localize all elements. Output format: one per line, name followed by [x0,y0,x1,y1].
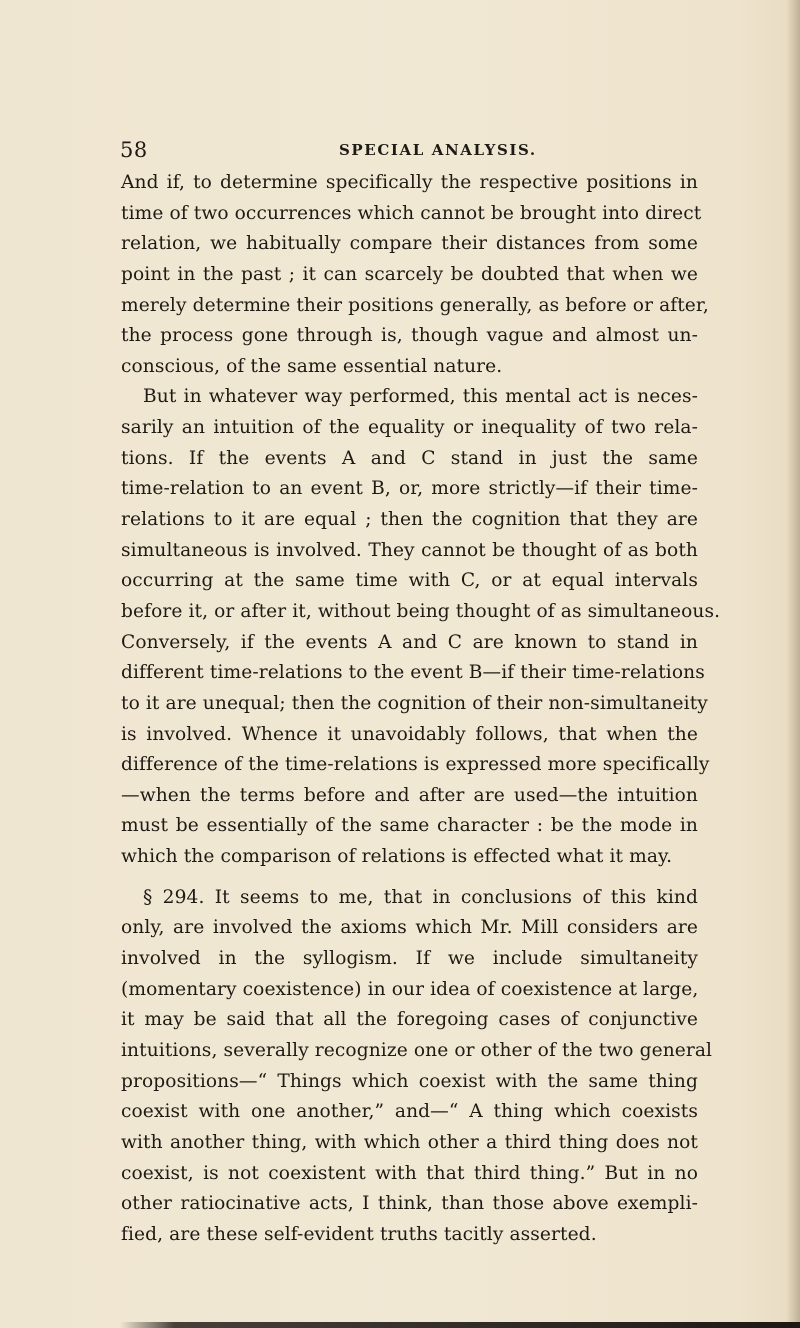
paragraph-gap [121,873,698,883]
text-line: point in the past ; it can scarcely be doubted that when we [121,263,698,285]
running-head: SPECIAL ANALYSIS. [339,141,537,159]
text-line: occurring at the same time with C, or at equal intervals [121,570,698,592]
text-line: coexist, is not coexistent with that third thing.” But in no [121,1162,698,1184]
text-line: other ratiocinative acts, I think, than those above exempli- [121,1193,698,1215]
text-line: And if, to determine specifically the respective positions in [121,172,698,193]
paragraph [121,382,721,872]
text-line: sarily an intuition of the equality or inequality of two rela- [121,417,698,439]
page-edge-shadow [786,0,800,1328]
text-line: to it are unequal; then the cognition of their non-simultaneity [121,692,708,714]
text-line: relation, we habitually compare their distances from some [121,233,698,255]
text-line: is involved. Whence it unavoidably follows, that when the [121,723,698,745]
text-line: Conversely, if the events A and C are known to stand in [121,631,698,653]
page-bottom-edge [120,1322,800,1328]
text-line: fied, are these self-evident truths tacitly asserted. [121,1223,597,1245]
page-number: 58 [120,138,148,162]
text-line: relations to it are equal ; then the cognition that they are [121,509,698,531]
text-line: involved in the syllogism. If we include simultaneity [121,948,698,970]
text-line: § 294. It seems to me, that in conclusions of this kind [143,886,698,908]
text-line: must be essentially of the same character : be the mode in [121,815,698,837]
text-line: time-relation to an event B, or, more strictly—if their time- [121,478,698,500]
text-line: But in whatever way performed, this mental act is neces- [143,386,698,408]
text-line: before it, or after it, without being thought of as simultaneous. [121,600,721,622]
text-line: it may be said that all the foregoing cases of conjunctive [121,1009,698,1031]
body-text [121,168,721,1250]
text-line: simultaneous is involved. They cannot be thought of as both [121,539,698,561]
text-line: with another thing, with which other a third thing does not [121,1131,698,1153]
text-line: —when the terms before and after are used—the intuition [121,784,698,806]
text-line: only, are involved the axioms which Mr. Mill considers are [121,917,698,939]
paragraph [121,883,713,1251]
text-line: different time-relations to the event B—if their time-relations [121,662,705,684]
page-header [0,138,800,168]
text-line: propositions—“ Things which coexist with the same thing [121,1070,698,1092]
text-line: (momentary coexistence) in our idea of coexistence at large, [121,978,699,1000]
text-line: which the comparison of relations is effected what it may. [121,846,673,868]
text-line: time of two occurrences which cannot be brought into direct [121,202,702,224]
text-line: merely determine their positions generally, as before or after, [121,294,709,316]
text-line: coexist with one another,” and—“ A thing which coexists [121,1101,698,1123]
text-line: conscious, of the same essential nature. [121,355,503,377]
text-line: the process gone through is, though vague and almost un- [121,325,698,347]
text-line: tions. If the events A and C stand in just the same [121,447,698,469]
text-line: intuitions, severally recognize one or other of the two general [121,1039,713,1061]
paragraph [121,168,709,382]
text-line: difference of the time-relations is expressed more specifically [121,754,710,776]
